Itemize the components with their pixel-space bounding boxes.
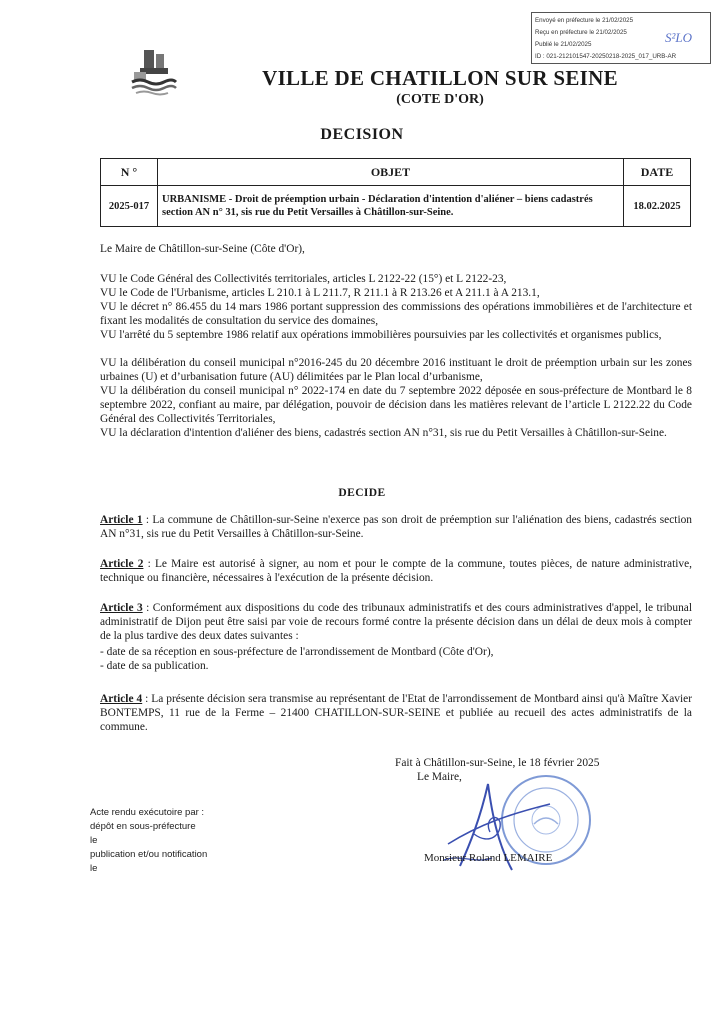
decide-heading: DECIDE xyxy=(338,487,386,499)
article-1-label: Article 1 xyxy=(100,514,143,526)
place-and-date: Fait à Châtillon-sur-Seine, le 18 février 2025 xyxy=(395,757,600,769)
table-row xyxy=(101,186,691,227)
document-title: DECISION xyxy=(320,126,404,143)
signatory-name: Monsieur Roland LEMAIRE xyxy=(424,852,553,864)
executory-line: le xyxy=(90,863,98,874)
header-date: DATE xyxy=(624,159,691,186)
department: (COTE D'OR) xyxy=(396,92,484,107)
article-3 xyxy=(100,601,692,644)
header-object: OBJET xyxy=(158,159,624,186)
article-3-label: Article 3 xyxy=(100,602,143,614)
town-name: VILLE DE CHATILLON SUR SEINE xyxy=(262,66,618,90)
stamp-line-published: Publié le 21/02/2025 xyxy=(535,41,592,48)
vu-decret: VU le décret n° 86.455 du 14 mars 1986 portant suppression des commissions des opérations immobilières et de l'architecture et fixant les modalités de consultation du service des domaines, xyxy=(100,301,692,328)
stamp-line-sent: Envoyé en préfecture le 21/02/2025 xyxy=(535,17,634,24)
executory-line: le xyxy=(90,835,98,846)
article-4 xyxy=(100,692,692,735)
vu-deliberation-2022: VU la délibération du conseil municipal n° 2022-174 en date du 7 septembre 2022 déposée en sous-préfecture de Montbard le 8 septembre 2022, confiant au maire, par délégation, pouvoir de décision dans les matières relevant de l’article L 2122.22 du Code Général des Collectivités Territoriales, xyxy=(100,385,692,426)
decision-number: 2025-017 xyxy=(101,186,158,227)
article-3-item-1: - date de sa réception en sous-préfecture de l'arrondissement de Montbard (Côte d'Or), xyxy=(100,646,494,658)
reception-stamp xyxy=(531,12,711,64)
article-2-text: : Le Maire est autorisé à signer, au nom et pour le compte de la commune, toutes pièces, de nature administrative, technique ou financière, nécessaires à l'exécution de la présente décision. xyxy=(100,558,692,585)
article-4-label: Article 4 xyxy=(100,693,143,705)
decision-object: URBANISME - Droit de préemption urbain - Déclaration d'intention d'aliéner – biens cadastrés section AN n° 31, sis rue du Petit Versailles à Châtillon-sur-Seine. xyxy=(158,186,624,227)
article-4-text: : La présente décision sera transmise au représentant de l'Etat de l'arrondissement de Montbard ainsi qu'à Maître Xavier BONTEMPS, 11 rue de la Ferme – 21400 CHATILLON-SUR-SEINE et publiée au recueil des actes administratifs de la commune. xyxy=(100,693,693,734)
decision-date: 18.02.2025 xyxy=(624,186,691,227)
executory-notice xyxy=(90,806,260,876)
preamble-intro: Le Maire de Châtillon-sur-Seine (Côte d'Or), xyxy=(100,243,305,255)
decision-table xyxy=(100,158,691,227)
signatory-role: Le Maire, xyxy=(417,771,462,783)
town-logo-icon xyxy=(130,48,178,98)
article-2-label: Article 2 xyxy=(100,558,144,570)
vu-code-urbanisme: VU le Code de l'Urbanisme, articles L 210.1 à L 211.7, R 211.1 à R 213.26 et A 211.1 à A 213.1, xyxy=(100,287,540,299)
vu-declaration: VU la déclaration d'intention d'aliéner des biens, cadastrés section AN n°31, sis rue du Petit Versailles à Châtillon-sur-Seine. xyxy=(100,427,667,439)
article-3-item-2: - date de sa publication. xyxy=(100,660,209,672)
executory-line: Acte rendu exécutoire par : xyxy=(90,807,205,818)
executory-line: publication et/ou notification xyxy=(90,849,208,860)
vu-arrete: VU l'arrêté du 5 septembre 1986 relatif aux opérations immobilières poursuivies par les collectivités et organismes publics, xyxy=(100,329,662,341)
vu-cgct: VU le Code Général des Collectivités territoriales, articles L 2122-22 (15°) et L 2122-23, xyxy=(100,273,507,285)
header-number: N ° xyxy=(101,159,158,186)
vu-deliberation-2016: VU la délibération du conseil municipal n°2016-245 du 20 décembre 2016 instituant le droit de préemption urbain sur les zones urbaines (U) et d’urbanisation future (AU) délimitées par le Plan local d’urbanisme, xyxy=(100,357,692,384)
table-header-row xyxy=(101,159,691,186)
stamp-signature: S²LO xyxy=(664,30,692,45)
stamp-line-id: ID : 021-212101547-20250218-2025_017_URB-AR xyxy=(535,53,677,60)
article-1-text: : La commune de Châtillon-sur-Seine n'exerce pas son droit de préemption sur l'aliénation des biens, cadastrés section AN n°31, sis rue du Petit Versailles à Châtillon-sur-Seine. xyxy=(100,514,692,541)
article-1 xyxy=(100,513,692,541)
article-3-text: : Conformément aux dispositions du code des tribunaux administratifs et des cours administratives d'appel, le tribunal administratif de Dijon peut être saisi par voie de recours formé contre la présente décision dans un délai de deux mois à compter de la plus tardive des deux dates suivantes : xyxy=(100,602,692,643)
executory-line: dépôt en sous-préfecture xyxy=(90,821,196,832)
stamp-line-received: Reçu en préfecture le 21/02/2025 xyxy=(535,29,627,36)
article-2 xyxy=(100,557,692,585)
